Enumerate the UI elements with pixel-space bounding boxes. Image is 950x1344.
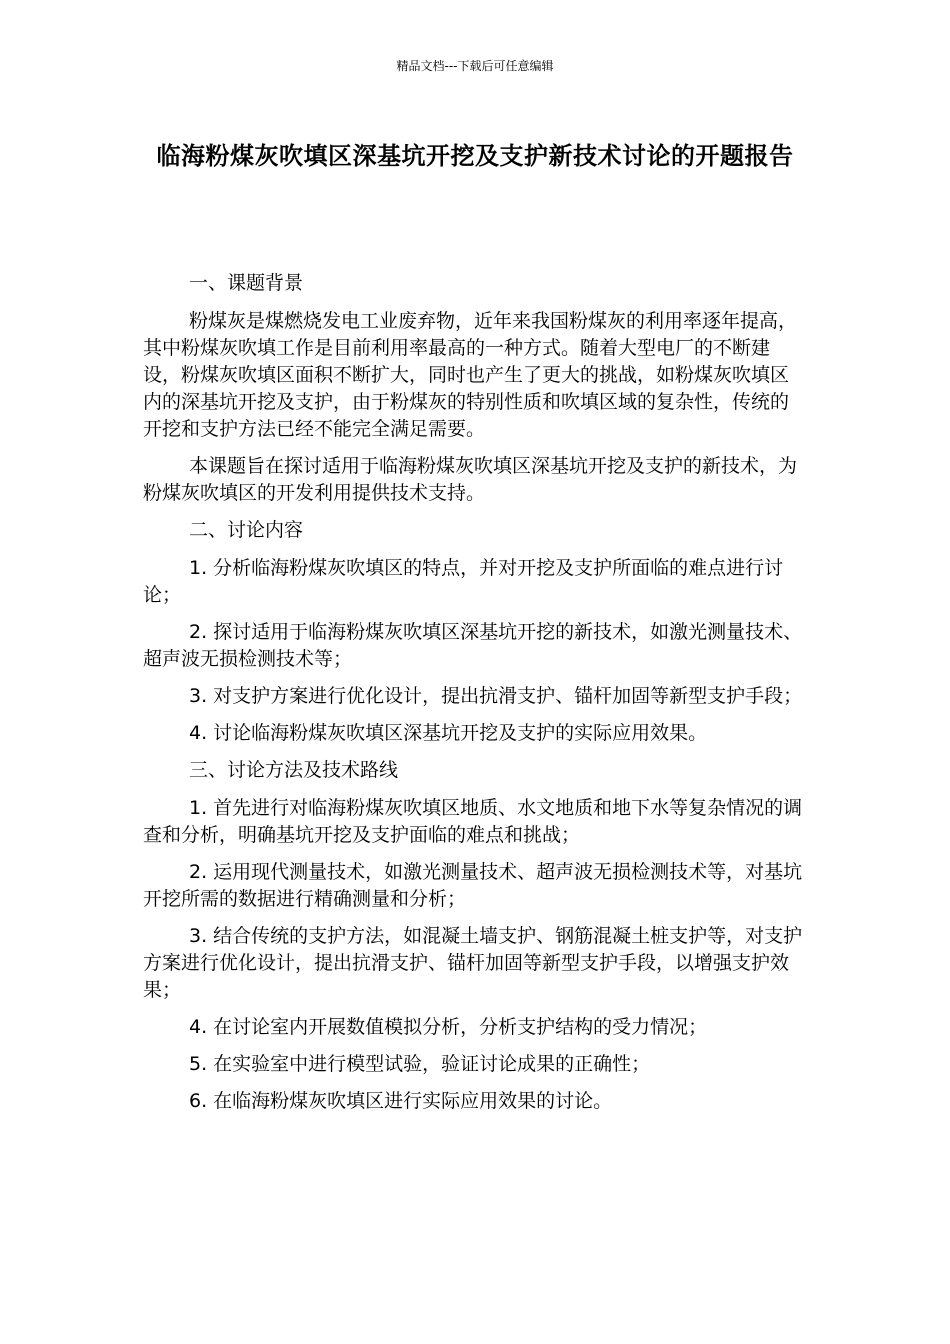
document-body	[143, 270, 803, 1125]
document-title: 临海粉煤灰吹填区深基坑开挖及支护新技术讨论的开题报告	[156, 142, 794, 170]
list-item: 2. 运用现代测量技术，如激光测量技术、超声波无损检测技术等，对基坑开挖所需的数据进行精确测量和分析；	[143, 861, 803, 910]
list-item: 4. 在讨论室内开展数值模拟分析，分析支护结构的受力情况；	[189, 1016, 708, 1038]
list-item: 4. 讨论临海粉煤灰吹填区深基坑开挖及支护的实际应用效果。	[189, 722, 708, 744]
list-item: 6. 在临海粉煤灰吹填区进行实际应用效果的讨论。	[189, 1090, 613, 1112]
list-item: 1. 分析临海粉煤灰吹填区的特点，并对开挖及支护所面临的难点进行讨论；	[143, 557, 784, 606]
paragraph: 本课题旨在探讨适用于临海粉煤灰吹填区深基坑开挖及支护的新技术，为粉煤灰吹填区的开发利用提供技术支持。	[143, 455, 798, 504]
list-item: 2. 探讨适用于临海粉煤灰吹填区深基坑开挖的新技术，如激光测量技术、超声波无损检测技术等；	[143, 621, 803, 670]
section-heading-content: 二、讨论内容	[189, 519, 304, 541]
list-item: 1. 首先进行对临海粉煤灰吹填区地质、水文地质和地下水等复杂情况的调查和分析，明确基坑开挖及支护面临的难点和挑战；	[143, 797, 803, 846]
list-item: 3. 结合传统的支护方法，如混凝土墙支护、钢筋混凝土桩支护等，对支护方案进行优化设计，提出抗滑支护、锚杆加固等新型支护手段，以增强支护效果；	[143, 925, 803, 1001]
header-note: 精品文档---下载后可任意编辑	[396, 59, 554, 73]
section-heading-background: 一、课题背景	[189, 272, 304, 294]
paragraph: 粉煤灰是煤燃烧发电工业废弃物，近年来我国粉煤灰的利用率逐年提高，其中粉煤灰吹填工作是目前利用率最高的一种方式。随着大型电厂的不断建设，粉煤灰吹填区面积不断扩大，同时也产生了更大的挑战，如粉煤灰吹填区内的深基坑开挖及支护，由于粉煤灰的特别性质和吹填区域的复杂性，传统的开挖和支护方法已经不能完全满足需要。	[143, 310, 798, 440]
list-item: 3. 对支护方案进行优化设计，提出抗滑支护、锚杆加固等新型支护手段；	[189, 685, 803, 707]
list-item: 5. 在实验室中进行模型试验，验证讨论成果的正确性；	[189, 1053, 651, 1075]
section-heading-methods: 三、讨论方法及技术路线	[189, 759, 399, 781]
